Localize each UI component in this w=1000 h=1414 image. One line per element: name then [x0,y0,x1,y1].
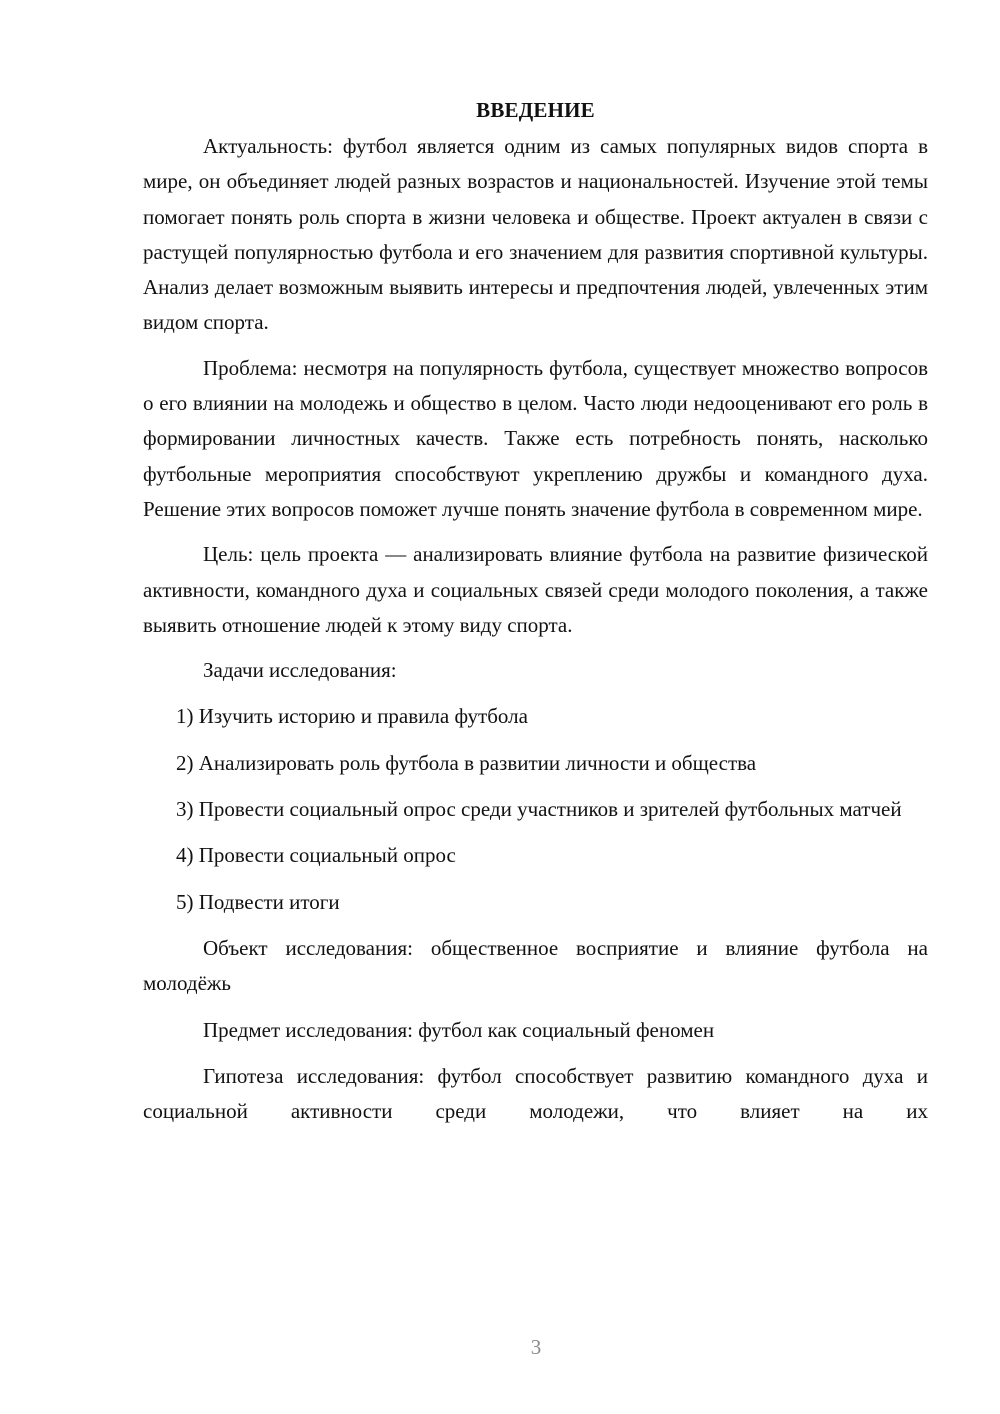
paragraph-goal: Цель: цель проекта — анализировать влияние футбола на развитие физической активности, командного духа и социальных связей среди молодого поколения, а также выявить отношение людей к этому виду спорта. [143,542,928,637]
tasks-title: Задачи исследования: [203,658,397,683]
page-number: 3 [530,1335,542,1359]
task-item-2: 2) Анализировать роль футбола в развитии личности и общества [176,750,757,775]
task-item-1: 1) Изучить историю и правила футбола [176,704,528,729]
paragraph-relevance: Актуальность: футбол является одним из самых популярных видов спорта в мире, он объединяет людей разных возрастов и национальностей. Изучение этой темы помогает понять роль спорта в жизни человека и обществе. Проект актуален в связи с растущей популярностью футбола и его значением для развития спортивной культуры. Анализ делает возможным выявить интересы и предпочтения людей, увлеченных этим видом спорта. [143,134,928,335]
section-heading: ВВЕДЕНИЕ [476,98,595,122]
paragraph-subject: Предмет исследования: футбол как социальный феномен [203,1017,715,1042]
document-page [143,95,928,1129]
task-item-4: 4) Провести социальный опрос [176,843,456,868]
paragraph-object: Объект исследования: общественное восприятие и влияние футбола на молодёжь [143,935,928,996]
paragraph-hypothesis: Гипотеза исследования: футбол способствует развитию командного духа и социальной активности среди молодежи, что влияет на их [143,1063,928,1124]
task-item-3: 3) Провести социальный опрос среди участников и зрителей футбольных матчей [176,797,902,822]
paragraph-problem: Проблема: несмотря на популярность футбола, существует множество вопросов о его влиянии на молодежь и общество в целом. Часто люди недооценивают его роль в формировании личностных качеств. Также есть потребность понять, насколько футбольные мероприятия способствуют укреплению дружбы и командного духа. Решение этих вопросов поможет лучше понять значение футбола в современном мире. [143,355,928,521]
task-item-5: 5) Подвести итоги [176,889,340,914]
